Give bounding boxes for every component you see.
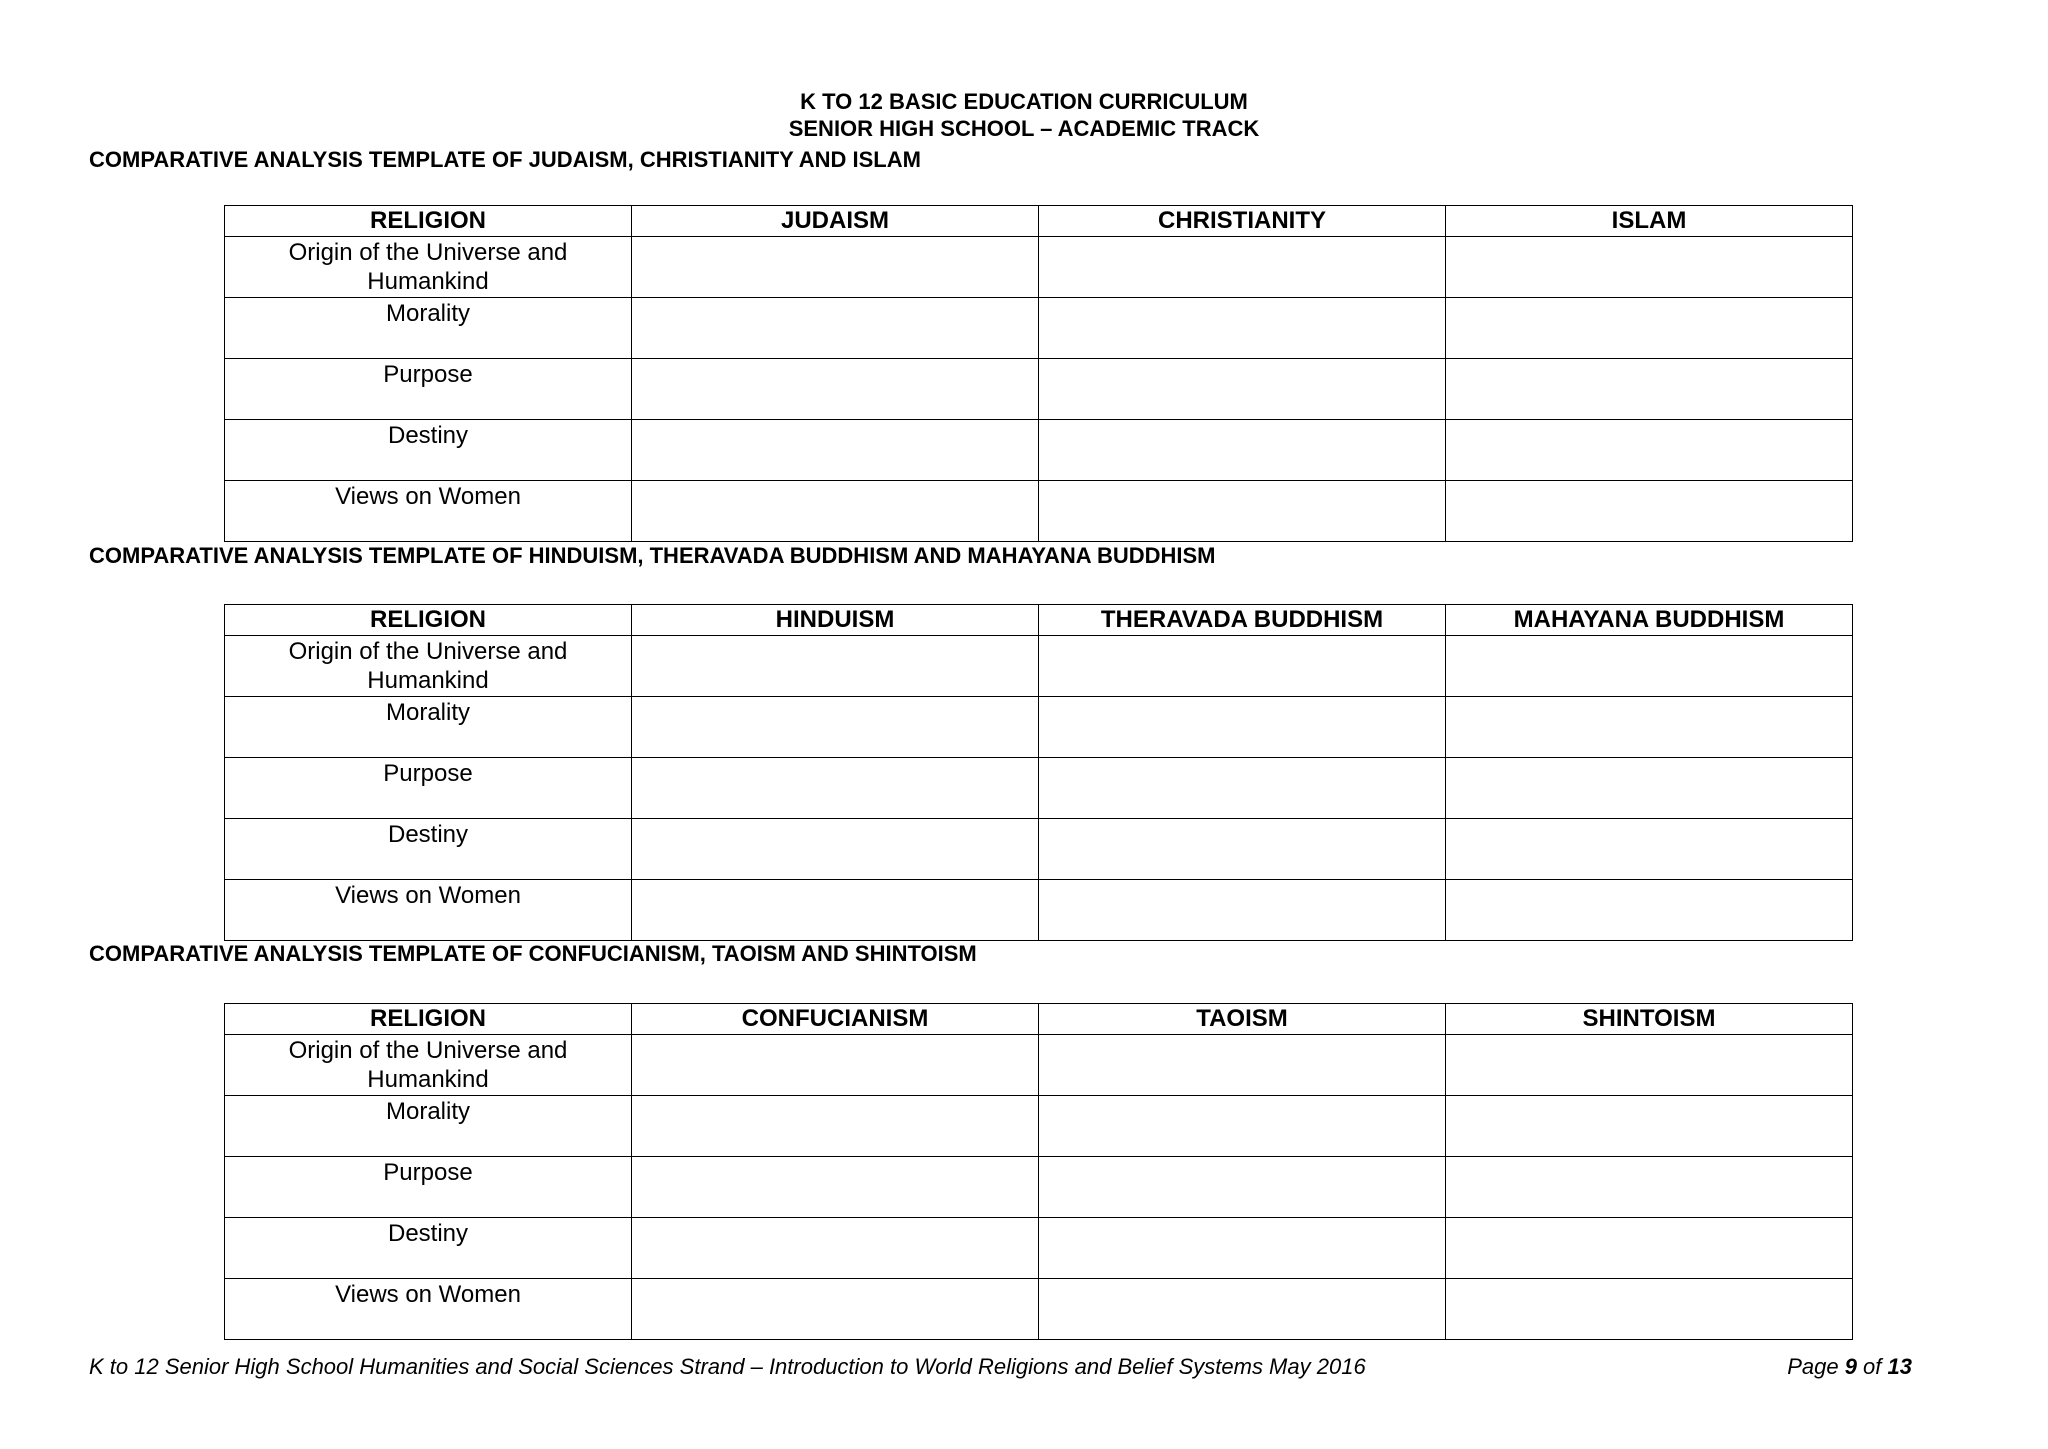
row-label: Destiny <box>225 819 632 880</box>
comparison-table-east-asian <box>224 1003 1853 1340</box>
blank-cell[interactable] <box>1446 1035 1853 1096</box>
column-header: RELIGION <box>225 605 632 636</box>
table-header-row <box>225 1004 1853 1035</box>
column-header: MAHAYANA BUDDHISM <box>1446 605 1853 636</box>
blank-cell[interactable] <box>1446 359 1853 420</box>
row-label: Morality <box>225 1096 632 1157</box>
curriculum-header-line1: K TO 12 BASIC EDUCATION CURRICULUM <box>800 89 1248 114</box>
blank-cell[interactable] <box>1039 758 1446 819</box>
blank-cell[interactable] <box>1446 758 1853 819</box>
table-row <box>225 237 1853 298</box>
column-header: RELIGION <box>225 206 632 237</box>
table-row <box>225 758 1853 819</box>
curriculum-header-line2: SENIOR HIGH SCHOOL – ACADEMIC TRACK <box>788 116 1260 141</box>
column-header: CONFUCIANISM <box>632 1004 1039 1035</box>
blank-cell[interactable] <box>632 697 1039 758</box>
blank-cell[interactable] <box>1446 481 1853 542</box>
row-label: Views on Women <box>225 1279 632 1340</box>
blank-cell[interactable] <box>1446 1157 1853 1218</box>
blank-cell[interactable] <box>632 1096 1039 1157</box>
blank-cell[interactable] <box>1446 1218 1853 1279</box>
comparison-table-indic <box>224 604 1853 941</box>
row-label: Origin of the Universe and Humankind <box>225 237 632 298</box>
row-label: Morality <box>225 697 632 758</box>
blank-cell[interactable] <box>1039 1279 1446 1340</box>
section-title-hinduism-buddhism: COMPARATIVE ANALYSIS TEMPLATE OF HINDUISM, THERAVADA BUDDHISM AND MAHAYANA BUDDHISM <box>89 543 1216 568</box>
blank-cell[interactable] <box>1446 697 1853 758</box>
page-prefix: Page <box>1787 1354 1845 1379</box>
table-row <box>225 1218 1853 1279</box>
blank-cell[interactable] <box>1039 237 1446 298</box>
blank-cell[interactable] <box>1446 636 1853 697</box>
comparison-table-abrahamic <box>224 205 1853 542</box>
blank-cell[interactable] <box>1446 237 1853 298</box>
section-title-judaism-christianity-islam: COMPARATIVE ANALYSIS TEMPLATE OF JUDAISM, CHRISTIANITY AND ISLAM <box>89 147 921 172</box>
blank-cell[interactable] <box>1039 819 1446 880</box>
blank-cell[interactable] <box>1039 298 1446 359</box>
page-of: of <box>1856 1354 1888 1379</box>
blank-cell[interactable] <box>1039 636 1446 697</box>
blank-cell[interactable] <box>1039 1157 1446 1218</box>
blank-cell[interactable] <box>632 1218 1039 1279</box>
blank-cell[interactable] <box>1039 880 1446 941</box>
blank-cell[interactable] <box>1446 420 1853 481</box>
blank-cell[interactable] <box>1446 1096 1853 1157</box>
table-row <box>225 298 1853 359</box>
blank-cell[interactable] <box>1039 481 1446 542</box>
row-label: Purpose <box>225 359 632 420</box>
blank-cell[interactable] <box>632 636 1039 697</box>
table-row <box>225 1035 1853 1096</box>
blank-cell[interactable] <box>1446 819 1853 880</box>
table-row <box>225 1157 1853 1218</box>
blank-cell[interactable] <box>1039 359 1446 420</box>
blank-cell[interactable] <box>632 758 1039 819</box>
blank-cell[interactable] <box>1446 1279 1853 1340</box>
blank-cell[interactable] <box>632 481 1039 542</box>
table-header-row <box>225 206 1853 237</box>
page-current: 9 <box>1844 1354 1857 1379</box>
column-header: HINDUISM <box>632 605 1039 636</box>
table-row <box>225 636 1853 697</box>
page-total: 13 <box>1887 1354 1912 1379</box>
blank-cell[interactable] <box>632 298 1039 359</box>
blank-cell[interactable] <box>1446 298 1853 359</box>
table-row <box>225 1279 1853 1340</box>
table-row <box>225 359 1853 420</box>
row-label: Purpose <box>225 758 632 819</box>
table-row <box>225 1096 1853 1157</box>
column-header: JUDAISM <box>632 206 1039 237</box>
blank-cell[interactable] <box>632 1279 1039 1340</box>
column-header: RELIGION <box>225 1004 632 1035</box>
section-title-confucianism-taoism-shintoism: COMPARATIVE ANALYSIS TEMPLATE OF CONFUCIANISM, TAOISM AND SHINTOISM <box>89 941 977 966</box>
blank-cell[interactable] <box>1039 1218 1446 1279</box>
column-header: THERAVADA BUDDHISM <box>1039 605 1446 636</box>
column-header: ISLAM <box>1446 206 1853 237</box>
table-header-row <box>225 605 1853 636</box>
blank-cell[interactable] <box>1039 420 1446 481</box>
blank-cell[interactable] <box>632 420 1039 481</box>
row-label: Origin of the Universe and Humankind <box>225 636 632 697</box>
footer-document-info: K to 12 Senior High School Humanities and Social Sciences Strand – Introduction to World Religions and Belief Systems May 2016 <box>89 1354 1366 1379</box>
table-row <box>225 880 1853 941</box>
row-label: Views on Women <box>225 880 632 941</box>
table-row <box>225 697 1853 758</box>
blank-cell[interactable] <box>1446 880 1853 941</box>
blank-cell[interactable] <box>632 359 1039 420</box>
blank-cell[interactable] <box>632 1157 1039 1218</box>
row-label: Purpose <box>225 1157 632 1218</box>
table-row <box>225 481 1853 542</box>
blank-cell[interactable] <box>632 237 1039 298</box>
column-header: SHINTOISM <box>1446 1004 1853 1035</box>
table-row <box>225 420 1853 481</box>
column-header: TAOISM <box>1039 1004 1446 1035</box>
blank-cell[interactable] <box>632 819 1039 880</box>
table-row <box>225 819 1853 880</box>
row-label: Morality <box>225 298 632 359</box>
row-label: Destiny <box>225 420 632 481</box>
blank-cell[interactable] <box>1039 1096 1446 1157</box>
blank-cell[interactable] <box>632 880 1039 941</box>
row-label: Views on Women <box>225 481 632 542</box>
footer-page-number <box>1787 1354 1912 1380</box>
blank-cell[interactable] <box>632 1035 1039 1096</box>
row-label: Destiny <box>225 1218 632 1279</box>
blank-cell[interactable] <box>1039 1035 1446 1096</box>
row-label: Origin of the Universe and Humankind <box>225 1035 632 1096</box>
blank-cell[interactable] <box>1039 697 1446 758</box>
column-header: CHRISTIANITY <box>1039 206 1446 237</box>
